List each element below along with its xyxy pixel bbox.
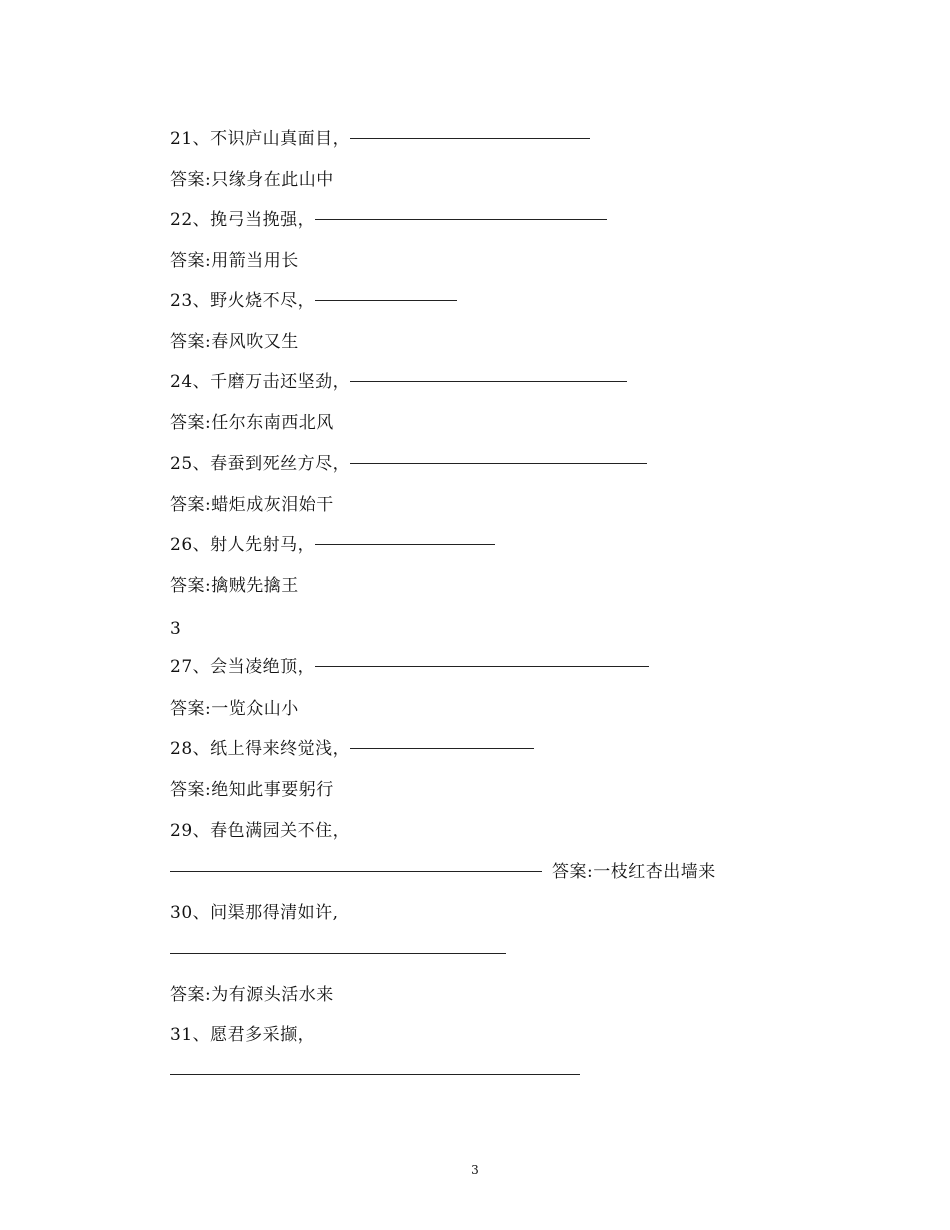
answer-label: 答案: — [170, 985, 212, 1005]
answer-line — [170, 250, 299, 272]
question-text: 问渠那得清如许, — [210, 903, 339, 923]
question-number: 25、 — [170, 454, 211, 474]
blank-line — [170, 953, 506, 954]
answer-text: 一枝红杏出墙来 — [593, 862, 716, 882]
question-line — [170, 371, 627, 393]
answer-text: 任尔东南西北风 — [211, 413, 334, 433]
question-line — [170, 820, 350, 842]
blank-row — [170, 1064, 580, 1086]
answer-text: 蜡炬成灰泪始干 — [211, 495, 334, 515]
blank-row — [170, 943, 506, 965]
blank-line — [350, 381, 627, 382]
question-text: 野火烧不尽， — [210, 291, 316, 311]
answer-text: 擒贼先擒王 — [211, 576, 299, 596]
answer-label: 答案: — [170, 699, 212, 719]
stray-number: 3 — [170, 619, 182, 639]
question-line — [170, 1024, 315, 1046]
blank-line — [315, 544, 495, 545]
blank-line — [315, 219, 607, 220]
question-line — [170, 290, 457, 312]
blank-line — [170, 1074, 580, 1075]
blank-line — [315, 300, 457, 301]
answer-text: 用箭当用长 — [211, 251, 299, 271]
question-number: 27、 — [170, 657, 211, 677]
blank-line — [170, 871, 542, 872]
answer-label: 答案: — [170, 251, 212, 271]
question-text: 春色满园关不住， — [210, 821, 351, 841]
question-text: 春蚕到死丝方尽， — [210, 454, 351, 474]
question-line — [170, 902, 339, 924]
answer-line — [170, 779, 334, 801]
blank-line — [350, 463, 647, 464]
blank-line — [315, 666, 649, 667]
answer-line — [170, 169, 334, 191]
answer-label: 答案: — [170, 576, 212, 596]
question-line — [170, 128, 590, 150]
question-line — [170, 738, 534, 760]
answer-line — [170, 412, 334, 434]
question-number: 29、 — [170, 821, 211, 841]
answer-line — [170, 698, 299, 720]
answer-text: 春风吹又生 — [211, 332, 299, 352]
question-line — [170, 209, 607, 231]
answer-label: 答案: — [552, 862, 594, 882]
question-text: 会当凌绝顶， — [210, 657, 316, 677]
question-number: 24、 — [170, 372, 211, 392]
question-number: 31、 — [170, 1025, 211, 1045]
question-number: 22、 — [170, 210, 211, 230]
question-line — [170, 534, 495, 556]
question-number: 30、 — [170, 903, 211, 923]
answer-text: 为有源头活水来 — [211, 985, 334, 1005]
answer-text: 一览众山小 — [211, 699, 299, 719]
blank-line — [350, 748, 534, 749]
answer-line — [170, 984, 334, 1006]
answer-line — [170, 861, 716, 883]
answer-label: 答案: — [170, 332, 212, 352]
answer-text: 只缘身在此山中 — [211, 170, 334, 190]
question-text: 射人先射马， — [210, 535, 316, 555]
answer-label: 答案: — [170, 495, 212, 515]
answer-line — [170, 331, 299, 353]
question-line — [170, 453, 647, 475]
question-text: 挽弓当挽强， — [210, 210, 316, 230]
answer-label: 答案: — [170, 780, 212, 800]
question-number: 28、 — [170, 739, 211, 759]
page-number: 3 — [471, 1163, 479, 1177]
question-text: 千磨万击还坚劲， — [210, 372, 351, 392]
question-number: 21、 — [170, 129, 211, 149]
question-text: 不识庐山真面目， — [210, 129, 351, 149]
question-number: 23、 — [170, 291, 211, 311]
answer-line — [170, 575, 299, 597]
question-number: 26、 — [170, 535, 211, 555]
answer-label: 答案: — [170, 170, 212, 190]
answer-label: 答案: — [170, 413, 212, 433]
question-text: 愿君多采撷， — [210, 1025, 316, 1045]
question-text: 纸上得来终觉浅， — [210, 739, 351, 759]
question-line — [170, 656, 649, 678]
answer-line — [170, 494, 334, 516]
blank-line — [350, 138, 590, 139]
answer-text: 绝知此事要躬行 — [211, 780, 334, 800]
